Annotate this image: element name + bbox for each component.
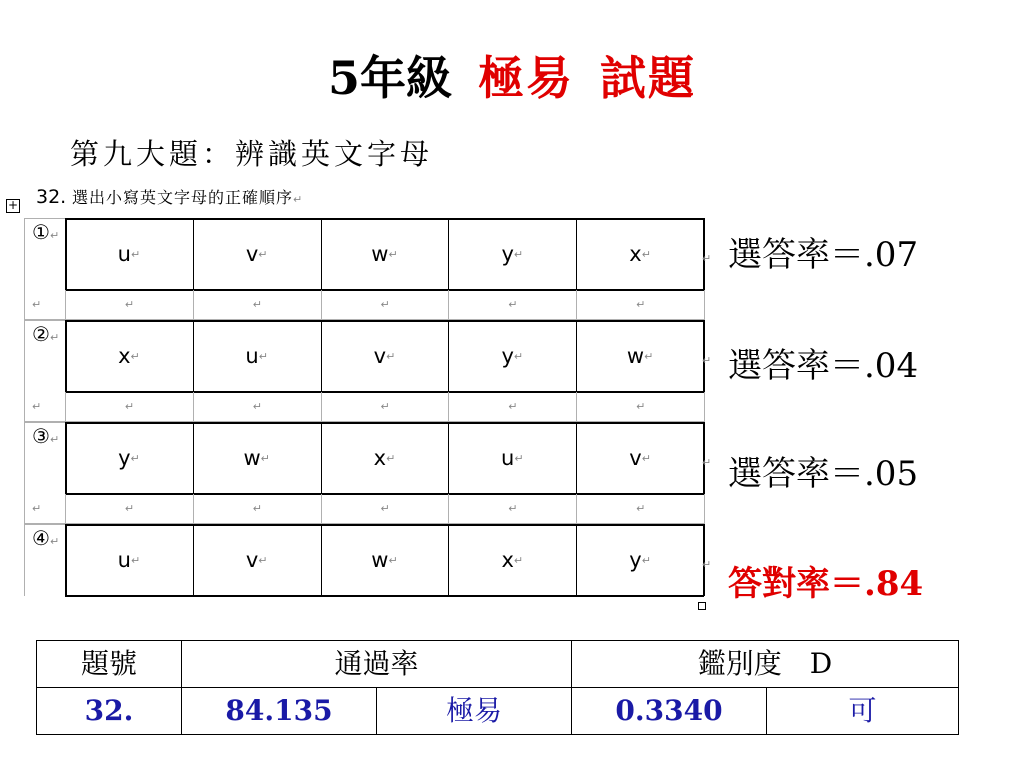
selection-rate-3: 選答率＝.05 [728,454,919,494]
stats-data-row [37,688,959,735]
cell-pass-value: 84.135 [182,688,377,735]
grid-guide [704,290,705,320]
grid-guide [24,218,65,219]
option-letter: x [373,446,387,470]
grid-guide [24,422,25,524]
grid-guide [448,494,449,524]
paragraph-mark-icon: ↵ [386,451,396,465]
header-item-no: 題號 [37,641,182,688]
paragraph-mark-icon: ↵ [49,331,60,344]
cell-pass-level: 極易 [377,688,572,735]
option-letter-cell [576,218,704,290]
paragraph-mark-icon: ↵ [258,349,268,363]
paragraph-mark-icon: ↵ [258,553,268,567]
paragraph-mark-icon: ↵ [130,553,141,567]
paragraph-mark-icon: ↵ [380,298,390,311]
paragraph-mark-icon: ↵ [32,502,42,515]
paragraph-mark-icon: ↵ [514,451,524,465]
table-resize-handle-icon[interactable] [698,602,706,610]
option-letter: w [371,548,389,572]
paragraph-mark-icon: ↵ [513,349,524,363]
grid-guide [576,392,577,422]
question-text: 選出小寫英文字母的正確順序 [71,188,293,207]
grid-guide [65,494,66,524]
paragraph-mark-icon: ↵ [130,451,140,465]
stats-header-row [37,641,959,688]
paragraph-mark-icon: ↵ [252,298,262,311]
paragraph-mark-icon: ↵ [130,247,141,261]
title-grade: 5年級 [327,51,452,105]
paragraph-mark-icon: ↵ [641,451,651,465]
grid-guide [24,524,25,596]
paragraph-mark-icon: ↵ [32,400,42,413]
option-letter-cell [193,218,321,290]
paragraph-mark-icon: ↵ [702,558,712,571]
paragraph-mark-icon: ↵ [292,193,303,206]
option-number: ② [32,322,50,346]
paragraph-mark-icon: ↵ [124,400,135,413]
grid-guide [321,494,322,524]
paragraph-mark-icon: ↵ [49,433,60,446]
paragraph-mark-icon: ↵ [513,553,524,567]
paragraph-mark-icon: ↵ [641,247,651,261]
option-letter: v [629,446,642,470]
option-letter-cell [448,320,576,392]
option-letter-cell [65,320,193,392]
option-letter-cell [193,524,321,596]
option-letter: w [243,446,261,470]
option-label [32,323,59,349]
grid-guide [24,320,65,321]
paragraph-mark-icon: ↵ [702,456,712,469]
paragraph-mark-icon: ↵ [124,298,135,311]
option-letter-cell [321,422,449,494]
option-letter: y [629,548,642,572]
paragraph-mark-icon: ↵ [252,502,262,515]
option-letter-cell [576,524,704,596]
paragraph-mark-icon: ↵ [702,354,712,367]
option-number: ④ [32,526,50,550]
option-letter: w [371,242,389,266]
grid-guide [193,290,194,320]
paragraph-mark-icon: ↵ [636,298,646,311]
option-letter: u [117,242,131,266]
option-letter-cell [576,320,704,392]
option-letter: v [373,344,387,368]
correct-rate: 答對率＝.84 [728,564,924,604]
paragraph-mark-icon: ↵ [388,247,398,261]
paragraph-mark-icon: ↵ [508,400,518,413]
grid-guide [193,494,194,524]
paragraph-mark-icon: ↵ [380,502,390,515]
paragraph-mark-icon: ↵ [49,229,60,242]
option-label [32,527,59,553]
selection-rate-1: 選答率＝.07 [728,235,919,275]
option-letter-cell [448,218,576,290]
option-letter: u [117,548,131,572]
item-statistics-table [36,640,959,735]
options-table [24,218,712,602]
grid-guide [193,392,194,422]
grid-guide [24,524,65,525]
option-label [32,221,59,247]
grid-guide [704,392,705,422]
grid-guide [704,494,705,524]
option-label [32,425,59,451]
paragraph-mark-icon: ↵ [49,535,60,548]
option-letter: y [118,446,131,470]
paragraph-mark-icon: ↵ [388,553,398,567]
option-letter: y [501,242,514,266]
option-letter-cell [321,524,449,596]
option-letter-cell [448,524,576,596]
grid-guide [576,494,577,524]
paragraph-mark-icon: ↵ [252,400,262,413]
title-level: 極易 [478,51,574,105]
cell-item-no: 32. [37,688,182,735]
option-letter-cell [576,422,704,494]
option-letter: x [629,242,642,266]
paragraph-mark-icon: ↵ [258,247,268,261]
paragraph-mark-icon: ↵ [644,349,654,363]
option-letter-cell [321,218,449,290]
cell-disc-level: 可 [767,688,959,735]
selection-rate-2: 選答率＝.04 [728,346,919,386]
option-number: ① [32,220,50,244]
option-letter: u [245,344,259,368]
option-letter: x [118,344,131,368]
paragraph-mark-icon: ↵ [508,298,518,311]
cell-disc-value: 0.3340 [572,688,767,735]
grid-guide [24,422,65,423]
paragraph-mark-icon: ↵ [641,553,651,567]
grid-guide [448,392,449,422]
paragraph-mark-icon: ↵ [508,502,518,515]
grid-guide [576,290,577,320]
option-letter-cell [193,320,321,392]
grid-guide [24,320,25,422]
paragraph-mark-icon: ↵ [513,247,524,261]
grid-guide [65,392,66,422]
paragraph-mark-icon: ↵ [32,298,42,311]
paragraph-mark-icon: ↵ [124,502,135,515]
option-letter: y [501,344,514,368]
header-discrimination: 鑑別度 D [572,641,959,688]
grid-guide [65,290,66,320]
question-line [36,184,302,213]
grid-guide [448,290,449,320]
question-number: 32. [36,186,67,208]
paragraph-mark-icon: ↵ [380,400,390,413]
grid-guide [321,290,322,320]
paragraph-mark-icon: ↵ [260,451,270,465]
option-letter-cell [193,422,321,494]
option-number: ③ [32,424,50,448]
option-letter: x [501,548,514,572]
option-letter-cell [65,524,193,596]
option-letter: v [245,548,259,572]
option-letter-cell [321,320,449,392]
section-heading: 第九大題：辨識英文字母 [70,137,434,171]
grid-guide [321,392,322,422]
option-letter: v [245,242,259,266]
paragraph-mark-icon: ↵ [702,252,712,265]
grid-guide [24,218,25,320]
option-letter-cell [65,422,193,494]
header-pass-rate: 通過率 [182,641,572,688]
title-label: 試題 [600,51,696,105]
table-move-handle-icon[interactable]: + [7,198,19,212]
slide-title [0,48,1024,108]
paragraph-mark-icon: ↵ [636,502,646,515]
paragraph-mark-icon: ↵ [636,400,646,413]
paragraph-mark-icon: ↵ [130,349,140,363]
option-letter: w [626,344,645,368]
option-letter: u [501,446,515,470]
option-letter-cell [65,218,193,290]
paragraph-mark-icon: ↵ [386,349,396,363]
option-letter-cell [448,422,576,494]
